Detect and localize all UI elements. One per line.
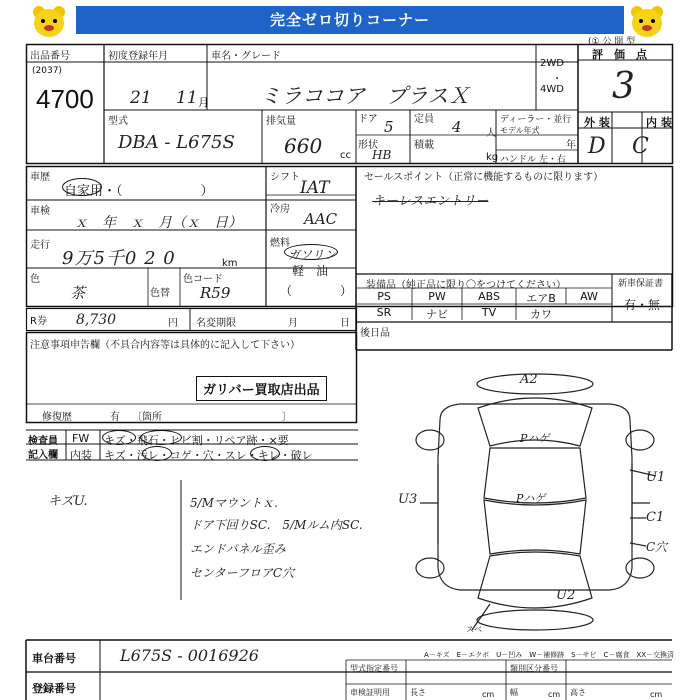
diagram-label-u1: U1 [646, 470, 666, 485]
height-label: 高さ [570, 688, 586, 697]
model-label: 型式 [108, 116, 128, 127]
aircon-label: 冷房 [270, 204, 290, 215]
capacity-unit: 人 [486, 128, 496, 139]
color-label: 色 [30, 274, 40, 285]
note-3: エンドパネル歪み [190, 542, 286, 556]
equip-leather: カワ [530, 308, 552, 321]
warranty-value: 有・無 [624, 298, 661, 312]
mark-circle-tobiishi [140, 430, 182, 445]
capacity-value: 4 [452, 118, 462, 136]
cert-label: 車検証明用 [350, 688, 390, 697]
diagram-label-c1: C1 [646, 510, 665, 525]
diagram-label-u2: U2 [556, 588, 576, 603]
shift-value: IAT [300, 178, 330, 198]
mark-circle-sure [250, 446, 280, 461]
gulliver-stamp: ガリバー買取店出品 [196, 376, 327, 401]
repair-location: 〔箇所 〕 [132, 412, 292, 423]
width-label: 幅 [510, 688, 518, 697]
fw-items: キズ・飛石・ヒビ割・リペア跡・×要 [104, 434, 289, 447]
equip-abs: ABS [478, 290, 500, 303]
drive-dot: ・ [552, 74, 562, 85]
inspection-value: ｘ 年 ｘ 月（ｘ 日） [74, 215, 242, 231]
load-unit: kg [486, 152, 499, 163]
lot-number: 4700 [36, 84, 94, 114]
equip-airbag: エアB [526, 292, 556, 305]
evaluation-score: 3 [612, 66, 635, 107]
aftermarket-label: 後日品 [360, 328, 390, 339]
load-label: 積載 [414, 140, 434, 151]
mark-circle-kizu [102, 430, 136, 445]
equip-sr: SR [376, 306, 392, 319]
repair-history-value: 有 [110, 412, 120, 423]
expiry-month-unit: 月 [288, 318, 298, 329]
page-title: 完全ゼロ切りコーナー [76, 6, 624, 34]
diagram-label-u3: U3 [398, 492, 418, 507]
capacity-label: 定員 [414, 114, 434, 125]
mileage-unit: km [222, 258, 238, 269]
note-kizu: キズU. [48, 494, 88, 509]
inspection-label: 車検 [30, 206, 50, 217]
equip-ps: PS [377, 290, 391, 303]
fuel-diesel: 軽 油 [292, 264, 329, 278]
month-unit: 月 [198, 96, 209, 109]
shift-label: シフト [270, 172, 300, 183]
shape-label: 形状 [358, 140, 378, 151]
displacement-label: 排気量 [266, 116, 296, 127]
sales-point-label: セールスポイント（正常に機能するものに限ります） [364, 172, 604, 183]
recycle-unit: 円 [168, 318, 178, 329]
color-code-value: R59 [200, 284, 231, 302]
warranty-label: 新車保証書 [618, 279, 664, 289]
car-name-label: 車名・グレード [211, 51, 281, 62]
exterior-grade: D [588, 134, 606, 159]
recycle-value: 8,730 [76, 312, 117, 328]
sales-point-value: キーレスエントリー [372, 194, 489, 209]
aircon-value: AAC [304, 210, 338, 228]
displacement-unit: cc [340, 150, 351, 161]
drive-4wd: 4WD [540, 84, 564, 95]
fuel-label: 燃料 [270, 238, 290, 249]
length-unit: cm [482, 690, 495, 699]
history-circle-mark [62, 178, 102, 196]
exterior-label: 外 装 [584, 116, 610, 129]
car-name-value: ミラココア プラスＸ [260, 84, 470, 108]
recycle-label: R券 [30, 316, 47, 327]
color-code-label: 色コード [183, 274, 223, 285]
equip-pw: PW [428, 290, 446, 303]
expiry-day-unit: 日 [340, 318, 350, 329]
mark-circle-yogore [142, 446, 172, 461]
note-4: センターフロアC穴 [190, 566, 295, 580]
height-unit: cm [650, 690, 663, 699]
chassis-number-label: 車台番号 [32, 652, 76, 665]
fuel-other: （ ） [280, 284, 353, 298]
interior-label: 内 装 [646, 116, 672, 129]
first-registration-month: 11 [176, 88, 198, 108]
fuel-circle-mark [284, 244, 338, 260]
model-value: DBA - L675S [118, 132, 235, 153]
width-unit: cm [548, 690, 561, 699]
chassis-number-value: L675S - 0016926 [120, 646, 259, 665]
handle-label: ハンドル 左・右 [500, 155, 566, 165]
fw-label: FW [72, 432, 90, 445]
fuel-gasoline: ガソリン [288, 248, 337, 262]
publish-type: (① 公 開 型 [588, 37, 636, 47]
note-1: 5/Mマウントｘ. [190, 496, 278, 510]
displacement-value: 660 [284, 134, 323, 158]
inspector-label: 検査員 [28, 436, 58, 447]
class-number-label: 類別区分番号 [510, 664, 558, 673]
equip-aw: AW [580, 290, 598, 303]
length-label: 長さ [410, 688, 426, 697]
first-registration-label: 初度登録年月 [108, 51, 168, 62]
model-year-label: モデル年式 [500, 126, 540, 135]
drive-2wd: 2WD [540, 58, 564, 69]
notes-label: 注意事項申告欄（不具合内容等は具体的に記入して下さい） [30, 340, 300, 351]
evaluation-label: 評 価 点 [592, 48, 647, 61]
diagram-label-sube: スベ [466, 625, 482, 634]
lot-number-label: 出品番号 [30, 51, 70, 62]
entry-label: 記入欄 [28, 450, 58, 461]
interior-grade: C [632, 134, 649, 159]
diagram-label-hood: Pハゲ [520, 432, 550, 445]
history-value: 自家用・（ ） [64, 184, 214, 199]
dealer-label: ディーラー・並行 [500, 115, 572, 125]
diagram-label-a2: A2 [520, 372, 538, 387]
color-value: 茶 [70, 284, 86, 302]
model-year-unit: 年 [566, 140, 576, 151]
note-2: ドア下回りSC. 5/Mルム内SC. [190, 518, 363, 532]
door-label: ドア [358, 114, 378, 125]
shape-value: HB [372, 148, 392, 162]
damage-legend: A－キズ E－エクボ U－凹み W－補修跡 S－サビ C－腐食 XX－交換済 [424, 651, 675, 659]
equipment-label: 装備品（純正品に限り〇をつけてください） [366, 280, 566, 291]
history-label: 車歴 [30, 172, 50, 183]
repair-history-label: 修復歴 [42, 412, 72, 423]
mileage-value: 9万5千0 2 0 [62, 248, 176, 269]
interior-items: キズ・汚レ・コゲ・穴・スレ・キレ・破レ [104, 449, 313, 462]
diagram-label-roof: Pハゲ [516, 492, 546, 505]
interior-row-label: 内装 [70, 449, 92, 462]
diagram-label-c-hole: C穴 [646, 540, 668, 554]
lot-sub-number: (2037) [32, 66, 62, 76]
equip-navi: ナビ [426, 308, 448, 321]
type-designation-label: 型式指定番号 [350, 664, 398, 673]
equip-tv: TV [481, 306, 497, 319]
mileage-label: 走行 [30, 240, 50, 251]
first-registration-year: 21 [130, 88, 152, 108]
transfer-expiry-label: 名変期限 [196, 318, 236, 329]
registration-number-label: 登録番号 [32, 682, 76, 695]
color-change-label: 色替 [150, 288, 170, 299]
door-value: 5 [384, 118, 394, 136]
